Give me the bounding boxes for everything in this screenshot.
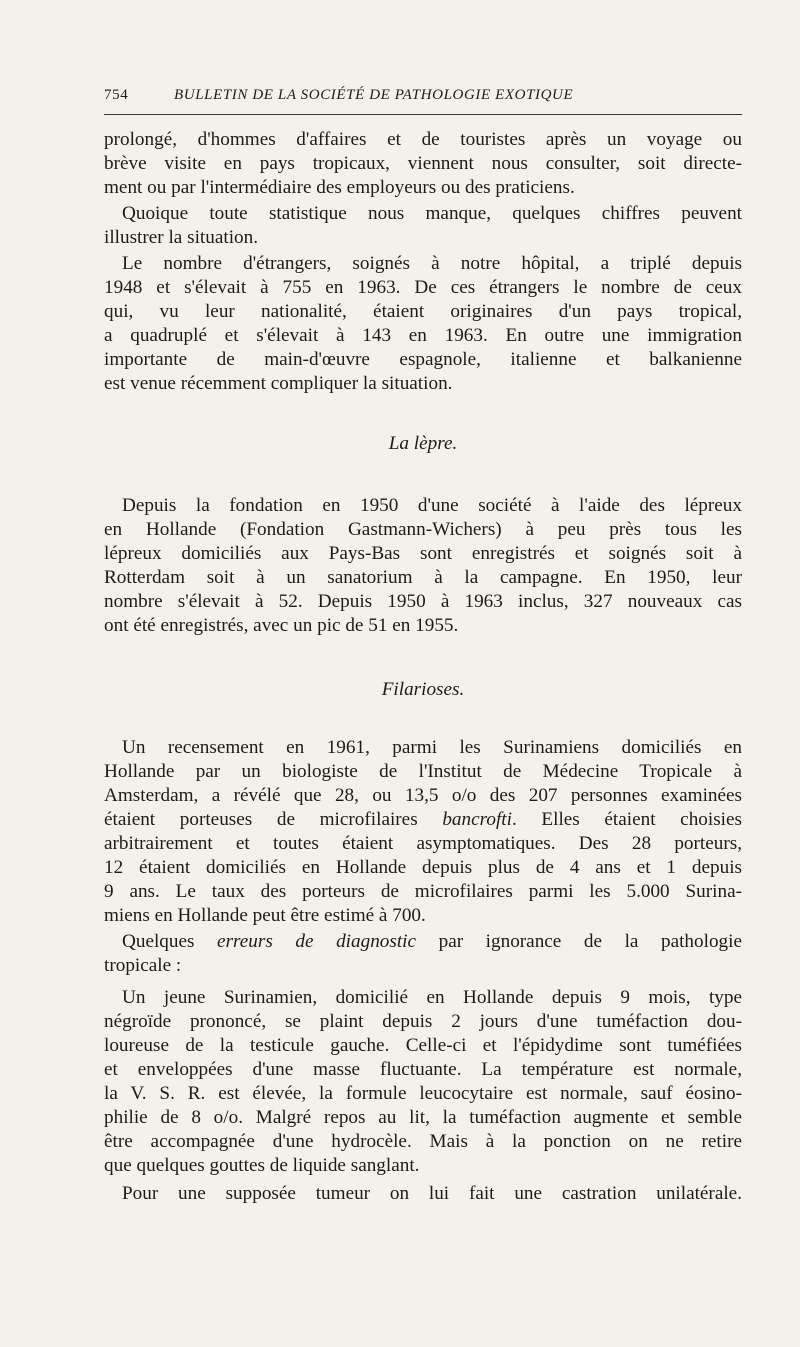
text-line <box>104 808 742 832</box>
text-line: être accompagnée d'une hydrocèle. Mais à la ponction on ne retire <box>104 1131 742 1152</box>
text-line: lépreux domiciliés aux Pays-Bas sont enregistrés et soignés soit à <box>104 543 742 564</box>
text-line: 1948 et s'élevait à 755 en 1963. De ces étrangers le nombre de ceux <box>104 277 742 298</box>
journal-title: BULLETIN DE LA SOCIÉTÉ DE PATHOLOGIE EXOTIQUE <box>174 87 574 103</box>
paragraph-lepre <box>104 494 742 638</box>
running-head <box>104 84 742 108</box>
text-line: ment ou par l'intermédiaire des employeurs ou des praticiens. <box>104 177 575 198</box>
section-heading-filarioses: Filarioses. <box>381 679 465 700</box>
paragraph-filarioses-3 <box>104 986 742 1178</box>
text-line: loureuse de la testicule gauche. Celle-ci et l'épidydime sont tuméfiées <box>104 1035 742 1056</box>
text-line: est venue récemment compliquer la situation. <box>104 373 453 394</box>
species-name: bancrofti <box>442 809 512 830</box>
text-line: en Hollande (Fondation Gastmann-Wichers) à peu près tous les <box>104 519 742 540</box>
page-number: 754 <box>104 87 129 103</box>
text-span: . Elles étaient choisies <box>511 809 742 830</box>
text-line: qui, vu leur nationalité, étaient originaires d'un pays tropical, <box>104 301 742 322</box>
text-line: nombre s'élevait à 52. Depuis 1950 à 1963 inclus, 327 nouveaux cas <box>104 591 742 612</box>
text-line: Quoique toute statistique nous manque, quelques chiffres peuvent <box>122 203 742 224</box>
text-line: et enveloppées d'une masse fluctuante. La température est normale, <box>104 1059 742 1080</box>
paragraph-filarioses-4 <box>104 1182 742 1206</box>
paragraph-intro-3 <box>104 252 742 396</box>
text-line: philie de 8 o/o. Malgré repos au lit, la tuméfaction augmente et semble <box>104 1107 742 1128</box>
text-line: importante de main-d'œuvre espagnole, italienne et balkanienne <box>104 349 742 370</box>
text-line: ont été enregistrés, avec un pic de 51 en 1955. <box>104 615 459 636</box>
text-span: étaient porteuses de microfilaires <box>104 809 443 830</box>
header-rule <box>104 114 742 115</box>
text-line: la V. S. R. est élevée, la formule leucocytaire est normale, sauf éosino- <box>104 1083 742 1104</box>
text-line <box>104 930 742 954</box>
text-line: Le nombre d'étrangers, soignés à notre hôpital, a triplé depuis <box>122 253 742 274</box>
paragraph-intro-1 <box>104 128 742 200</box>
paragraph-intro-2 <box>104 202 742 250</box>
text-span: Quelques <box>122 931 218 952</box>
text-line: 9 ans. Le taux des porteurs de microfilaires parmi les 5.000 Surina- <box>104 881 742 902</box>
text-line: Amsterdam, a révélé que 28, ou 13,5 o/o des 207 personnes examinées <box>104 785 742 806</box>
emphasis-text: erreurs de diagnostic <box>217 931 417 952</box>
text-line: Un recensement en 1961, parmi les Surinamiens domiciliés en <box>122 737 742 758</box>
text-line: négroïde prononcé, se plaint depuis 2 jours d'une tuméfaction dou- <box>104 1011 742 1032</box>
paragraph-filarioses-2 <box>104 930 742 978</box>
text-line: tropicale : <box>104 955 182 976</box>
text-line: prolongé, d'hommes d'affaires et de touristes après un voyage ou <box>104 129 742 150</box>
text-line: miens en Hollande peut être estimé à 700. <box>104 905 426 926</box>
text-line: arbitrairement et toutes étaient asymptomatiques. Des 28 porteurs, <box>104 833 742 854</box>
text-line: illustrer la situation. <box>104 227 259 248</box>
text-line: Depuis la fondation en 1950 d'une société à l'aide des lépreux <box>122 495 742 516</box>
text-line: brève visite en pays tropicaux, viennent nous consulter, soit directe- <box>104 153 742 174</box>
paragraph-filarioses-1 <box>104 736 742 928</box>
text-line: Hollande par un biologiste de l'Institut de Médecine Tropicale à <box>104 761 742 782</box>
text-line: Un jeune Surinamien, domicilié en Hollande depuis 9 mois, type <box>122 987 742 1008</box>
text-span: par ignorance de la pathologie <box>416 931 742 952</box>
text-line: que quelques gouttes de liquide sanglant. <box>104 1155 420 1176</box>
text-line: Rotterdam soit à un sanatorium à la campagne. En 1950, leur <box>104 567 742 588</box>
section-heading-lepre: La lèpre. <box>388 433 458 454</box>
text-line: Pour une supposée tumeur on lui fait une castration unilatérale. <box>122 1183 742 1204</box>
text-line: 12 étaient domiciliés en Hollande depuis plus de 4 ans et 1 depuis <box>104 857 742 878</box>
text-line: a quadruplé et s'élevait à 143 en 1963. En outre une immigration <box>104 325 742 346</box>
